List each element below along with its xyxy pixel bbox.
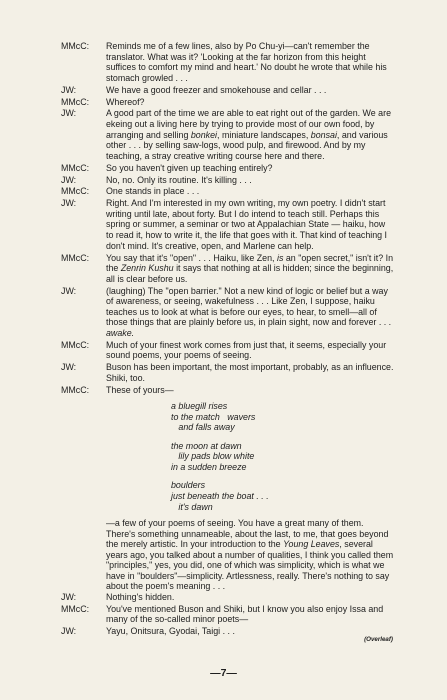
- italic-text: Zenrin Kushu: [120, 263, 174, 274]
- text-run: No, no. Only its routine. It's killing . . .: [106, 174, 252, 185]
- haiku-poems: [171, 401, 447, 512]
- dialogue-text: [106, 604, 394, 625]
- dialogue-text: [106, 286, 394, 339]
- dialogue-turn: [0, 97, 447, 108]
- haiku-line: boulders: [171, 480, 206, 491]
- dialogue-text: [106, 85, 394, 96]
- dialogue-block-2: [0, 592, 447, 637]
- text-run: Right. And I'm interested in my own writing, my own poetry. I didn't start writing until late, about forty. But I do intend to teach still. Perhaps this spring or summer, a seminar or two at Appalachian State — haiku, how to read it, how to write it, the life that goes with it. That kind of teaching I don't mind. It's creative, open, and Marlene can help.: [106, 198, 388, 251]
- italic-text: bonsai: [310, 129, 337, 140]
- haiku-line: just beneath the boat . . .: [171, 491, 269, 502]
- dialogue-turn: [0, 41, 447, 83]
- text-run: an "open secret," isn't it? In the: [106, 252, 394, 274]
- dialogue-turn: [0, 604, 447, 625]
- dialogue-turn: [0, 85, 447, 96]
- page-number: —7—: [210, 667, 237, 679]
- haiku-stanza: [171, 480, 447, 512]
- text-run: We have a good freezer and smokehouse and cellar . . .: [106, 84, 327, 95]
- speaker-label: JW:: [61, 108, 77, 119]
- text-run: Much of your finest work comes from just that, it seems, especially your sound poems, your poems of seeing.: [106, 339, 387, 361]
- dialogue-turn: [0, 198, 447, 251]
- speaker-label: MMcC:: [61, 96, 90, 107]
- haiku-stanza: [171, 401, 447, 433]
- text-run: Whereof?: [106, 96, 145, 107]
- speaker-label: JW:: [61, 362, 77, 373]
- text-run: it says that nothing at all is hidden; since the beginning, all is clear before us.: [106, 263, 394, 284]
- dialogue-turn: [0, 175, 447, 186]
- dialogue-turn: [0, 340, 447, 361]
- dialogue-text: [106, 108, 394, 161]
- haiku-line: and falls away: [171, 422, 235, 433]
- dialogue-text: [106, 253, 394, 285]
- continuation-paragraph: [106, 518, 394, 592]
- dialogue-text: [106, 362, 394, 383]
- speaker-label: MMcC:: [61, 252, 90, 263]
- dialogue-turn: [0, 286, 447, 339]
- speaker-label: MMcC:: [61, 339, 90, 350]
- interview-transcript: [0, 41, 447, 638]
- haiku-line: in a sudden breeze: [171, 461, 247, 472]
- dialogue-turn: [0, 385, 447, 396]
- speaker-label: MMcC:: [61, 384, 90, 395]
- speaker-label: JW:: [61, 626, 77, 637]
- text-run: , several years ago, you talked about a number of qualities, I think you called them "principles," yes, you did, one of which was simplicity, which is what we have in "boulders"—simplicity. Artlessness, really. There's nothing to say about the poem's meaning . . .: [106, 539, 394, 592]
- italic-text: bonkei: [190, 129, 218, 140]
- text-run: , miniature landscapes,: [217, 129, 311, 140]
- dialogue-block-1: [0, 41, 447, 395]
- text-run: , and various other . . . by selling saw-logs, wood pulp, and firewood. And by my teaching, a stray creative writing course here and there.: [106, 129, 388, 161]
- haiku-stanza: [171, 441, 447, 473]
- text-run: (laughing) The "open barrier." Not a new kind of logic or belief but a way of awareness, or seeing, wakefulness . . . Like Zen, I suppose, haiku teaches us to look at what is before our eyes, to hear, to smell—all of those things that are plainly before us, in plain sight, now and forever . . .: [106, 285, 392, 328]
- haiku-line: to the match wavers: [171, 411, 256, 422]
- speaker-label: MMcC:: [61, 186, 90, 197]
- haiku-line: the moon at dawn: [171, 440, 242, 451]
- text-run: So you haven't given up teaching entirely?: [106, 162, 273, 173]
- text-run: Yayu, Onitsura, Gyodai, Taigi . . .: [106, 626, 235, 637]
- dialogue-turn: [0, 186, 447, 197]
- text-run: Buson has been important, the most important, probably, as an influence. Shiki, too.: [106, 362, 394, 383]
- speaker-label: JW:: [61, 174, 77, 185]
- dialogue-text: [106, 592, 394, 603]
- overleaf-note: (Overleaf): [364, 636, 393, 643]
- dialogue-turn: [0, 108, 447, 161]
- dialogue-text: [106, 41, 394, 83]
- dialogue-turn: [0, 592, 447, 603]
- dialogue-text: [106, 163, 394, 174]
- text-run: These of yours—: [106, 384, 174, 395]
- text-run: You've mentioned Buson and Shiki, but I know you also enjoy Issa and many of the so-called minor poets—: [106, 603, 384, 625]
- haiku-line: a bluegill rises: [171, 401, 228, 412]
- dialogue-text: [106, 97, 394, 108]
- dialogue-text: [106, 175, 394, 186]
- speaker-label: JW:: [61, 198, 77, 209]
- speaker-label: MMcC:: [61, 603, 90, 614]
- italic-text: Young Leaves: [283, 539, 340, 550]
- dialogue-text: [106, 340, 394, 361]
- dialogue-turn: [0, 253, 447, 285]
- text-run: Reminds me of a few lines, also by Po Chu-yi—can't remember the translator. What was it? 'Looking at the far horizon from this height suffices to comfort my mind and heart.' No doubt he wrote that while his stomach growled . . .: [106, 41, 387, 83]
- speaker-label: MMcC:: [61, 162, 90, 173]
- haiku-line: it's dawn: [171, 501, 213, 512]
- speaker-label: JW:: [61, 591, 77, 602]
- text-run: One stands in place . . .: [106, 186, 200, 197]
- text-run: —a few of your poems of seeing. You have a great many of them. There's something unnameable, about the last, to me, that goes beyond the merely artistic. In your introduction to the: [106, 518, 389, 550]
- italic-text: awake.: [106, 327, 135, 338]
- dialogue-turn: [0, 163, 447, 174]
- italic-text: is: [276, 252, 284, 263]
- text-run: You say that it's "open" . . . Haiku, like Zen,: [106, 252, 277, 263]
- haiku-line: lily pads blow white: [171, 451, 255, 462]
- speaker-label: MMcC:: [61, 41, 90, 51]
- dialogue-text: [106, 198, 394, 251]
- text-run: A good part of the time we are able to eat right out of the garden. We are ekeing out a living here by trying to provide most of our own food, by arranging and selling: [106, 108, 391, 140]
- dialogue-text: [106, 186, 394, 197]
- dialogue-text: [106, 385, 394, 396]
- text-run: Nothing's hidden.: [106, 591, 175, 602]
- speaker-label: JW:: [61, 84, 77, 95]
- speaker-label: JW:: [61, 285, 77, 296]
- dialogue-turn: [0, 362, 447, 383]
